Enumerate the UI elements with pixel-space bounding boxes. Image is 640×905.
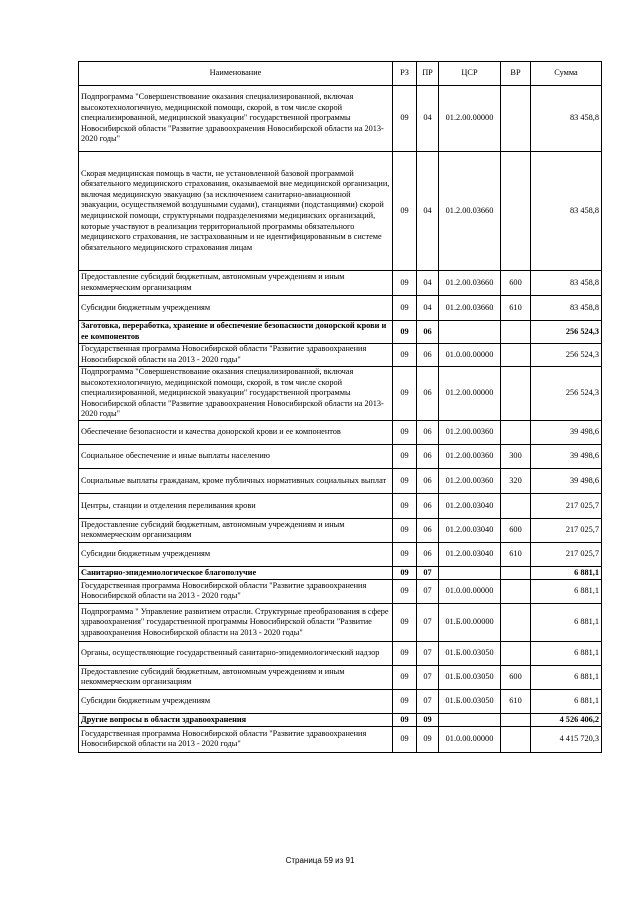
cell-name: Субсидии бюджетным учреждениям [79, 296, 393, 321]
page-number: Страница 59 из 91 [285, 856, 355, 865]
cell-vr: 610 [501, 296, 531, 321]
cell-pr: 07 [417, 579, 439, 603]
cell-csr: 01.2.00.00360 [439, 468, 501, 493]
cell-sum: 4 415 720,3 [531, 726, 602, 752]
cell-rz: 09 [393, 86, 417, 152]
cell-sum: 256 524,3 [531, 367, 602, 421]
cell-vr [501, 566, 531, 579]
cell-name: Органы, осуществляющие государственный санитарно-эпидемиологический надзор [79, 641, 393, 665]
cell-sum: 217 025,7 [531, 518, 602, 542]
cell-sum: 83 458,8 [531, 271, 602, 296]
cell-name: Центры, станции и отделения переливания крови [79, 493, 393, 518]
cell-rz: 09 [393, 321, 417, 344]
header-pr: ПР [417, 62, 439, 86]
cell-pr: 06 [417, 367, 439, 421]
cell-pr: 06 [417, 468, 439, 493]
cell-vr: 610 [501, 542, 531, 566]
cell-rz: 09 [393, 420, 417, 444]
table-row [79, 86, 602, 152]
cell-rz: 09 [393, 713, 417, 726]
cell-name: Государственная программа Новосибирской области "Развитие здравоохранения Новосибирской области на 2013 - 2020 годы" [79, 579, 393, 603]
cell-csr: 01.2.00.00000 [439, 367, 501, 421]
cell-csr: 01.0.00.00000 [439, 579, 501, 603]
table-row [79, 493, 602, 518]
cell-pr: 07 [417, 689, 439, 713]
cell-csr: 01.2.00.00360 [439, 420, 501, 444]
cell-rz: 09 [393, 152, 417, 271]
cell-sum: 6 881,1 [531, 579, 602, 603]
cell-pr: 04 [417, 271, 439, 296]
cell-name: Государственная программа Новосибирской области "Развитие здравоохранения Новосибирской области на 2013 - 2020 годы" [79, 344, 393, 367]
cell-vr: 600 [501, 271, 531, 296]
cell-csr: 01.0.00.00000 [439, 726, 501, 752]
cell-csr [439, 321, 501, 344]
table-row [79, 689, 602, 713]
cell-name: Социальное обеспечение и иные выплаты населению [79, 444, 393, 468]
cell-csr: 01.Б.00.03050 [439, 665, 501, 689]
cell-name: Другие вопросы в области здравоохранения [79, 713, 393, 726]
cell-name: Социальные выплаты гражданам, кроме публичных нормативных социальных выплат [79, 468, 393, 493]
cell-pr: 06 [417, 444, 439, 468]
cell-sum: 256 524,3 [531, 321, 602, 344]
cell-pr: 06 [417, 321, 439, 344]
cell-vr [501, 86, 531, 152]
cell-sum: 39 498,6 [531, 468, 602, 493]
cell-name: Скорая медицинская помощь в части, не установленной базовой программой обязательного медицинского страхования, оказываемой вне медицинской организации, включая медицинскую эвакуацию (за исключением санитарно-авиационной эвакуации, осуществляемой воздушными судами), станциями (подстанциями) скорой медицинской помощи, структурными подразделениями медицинских организаций, которые участвуют в реализации территориальной программы обязательного медицинского страхования, не застрахованным и не идентифицированным в системе обязательного медицинского страхования лицам [79, 152, 393, 271]
cell-vr [501, 344, 531, 367]
cell-csr: 01.2.00.03660 [439, 296, 501, 321]
table-row [79, 152, 602, 271]
table-row [79, 344, 602, 367]
table-row [79, 542, 602, 566]
cell-rz: 09 [393, 367, 417, 421]
cell-csr: 01.2.00.03660 [439, 152, 501, 271]
cell-sum: 6 881,1 [531, 689, 602, 713]
cell-name: Санитарно-эпидемиологическое благополучие [79, 566, 393, 579]
table-row [79, 726, 602, 752]
table-row [79, 367, 602, 421]
table-row [79, 641, 602, 665]
cell-vr [501, 493, 531, 518]
cell-pr: 06 [417, 420, 439, 444]
cell-vr [501, 420, 531, 444]
cell-vr [501, 367, 531, 421]
cell-rz: 09 [393, 444, 417, 468]
cell-pr: 06 [417, 344, 439, 367]
cell-sum: 256 524,3 [531, 344, 602, 367]
cell-rz: 09 [393, 271, 417, 296]
cell-name: Субсидии бюджетным учреждениям [79, 689, 393, 713]
cell-sum: 217 025,7 [531, 493, 602, 518]
cell-rz: 09 [393, 518, 417, 542]
cell-sum: 39 498,6 [531, 420, 602, 444]
cell-rz: 09 [393, 665, 417, 689]
table-row [79, 420, 602, 444]
header-name: Наименование [79, 62, 393, 86]
table-row [79, 296, 602, 321]
cell-csr: 01.2.00.00000 [439, 86, 501, 152]
cell-sum: 217 025,7 [531, 542, 602, 566]
cell-pr: 09 [417, 713, 439, 726]
section-row [79, 566, 602, 579]
cell-pr: 07 [417, 641, 439, 665]
cell-sum: 6 881,1 [531, 566, 602, 579]
table-row [79, 665, 602, 689]
cell-vr [501, 726, 531, 752]
cell-name: Предоставление субсидий бюджетным, автономным учреждениям и иным некоммерческим организациям [79, 518, 393, 542]
cell-vr: 300 [501, 444, 531, 468]
cell-name: Предоставление субсидий бюджетным, автономным учреждениям и иным некоммерческим организациям [79, 271, 393, 296]
cell-vr [501, 152, 531, 271]
cell-pr: 07 [417, 603, 439, 641]
cell-name: Подпрограмма " Управление развитием отрасли. Структурные преобразования в сфере здравоохранения" государственной программы Новосибирской области "Развитие здравоохранения Новосибирской области на 2013 - 2020 годы" [79, 603, 393, 641]
cell-csr: 01.Б.00.03050 [439, 641, 501, 665]
cell-vr [501, 579, 531, 603]
cell-csr [439, 713, 501, 726]
header-sum: Сумма [531, 62, 602, 86]
cell-sum: 39 498,6 [531, 444, 602, 468]
cell-pr: 07 [417, 665, 439, 689]
cell-rz: 09 [393, 641, 417, 665]
cell-vr [501, 713, 531, 726]
cell-rz: 09 [393, 726, 417, 752]
cell-sum: 6 881,1 [531, 641, 602, 665]
cell-csr [439, 566, 501, 579]
cell-vr [501, 641, 531, 665]
cell-pr: 09 [417, 726, 439, 752]
cell-csr: 01.2.00.03040 [439, 493, 501, 518]
cell-rz: 09 [393, 344, 417, 367]
cell-rz: 09 [393, 493, 417, 518]
header-rz: РЗ [393, 62, 417, 86]
table-row [79, 579, 602, 603]
cell-csr: 01.2.00.03660 [439, 271, 501, 296]
cell-sum: 83 458,8 [531, 86, 602, 152]
table-header-row [79, 62, 602, 86]
cell-pr: 04 [417, 296, 439, 321]
cell-name: Субсидии бюджетным учреждениям [79, 542, 393, 566]
cell-sum: 6 881,1 [531, 603, 602, 641]
cell-sum: 83 458,8 [531, 152, 602, 271]
cell-name: Предоставление субсидий бюджетным, автономным учреждениям и иным некоммерческим организациям [79, 665, 393, 689]
cell-sum: 6 881,1 [531, 665, 602, 689]
cell-rz: 09 [393, 296, 417, 321]
cell-vr: 600 [501, 665, 531, 689]
cell-name: Заготовка, переработка, хранение и обеспечение безопасности донорской крови и ее компонентов [79, 321, 393, 344]
cell-rz: 09 [393, 579, 417, 603]
cell-pr: 04 [417, 86, 439, 152]
cell-vr [501, 321, 531, 344]
cell-csr: 01.0.00.00000 [439, 344, 501, 367]
cell-name: Государственная программа Новосибирской области "Развитие здравоохранения Новосибирской области на 2013 - 2020 годы" [79, 726, 393, 752]
section-row [79, 321, 602, 344]
cell-vr [501, 603, 531, 641]
budget-table [78, 61, 602, 753]
table-body [79, 86, 602, 753]
table-row [79, 518, 602, 542]
table-row [79, 468, 602, 493]
cell-csr: 01.2.00.03040 [439, 542, 501, 566]
cell-csr: 01.Б.00.03050 [439, 689, 501, 713]
cell-rz: 09 [393, 566, 417, 579]
cell-vr: 610 [501, 689, 531, 713]
cell-pr: 07 [417, 566, 439, 579]
cell-name: Обеспечение безопасности и качества донорской крови и ее компонентов [79, 420, 393, 444]
table-row [79, 603, 602, 641]
cell-pr: 06 [417, 493, 439, 518]
table-row [79, 271, 602, 296]
cell-name: Подпрограмма "Совершенствование оказания специализированной, включая высокотехнологичную, медицинской помощи, скорой, в том числе скорой специализированной, медицинской эвакуации" государственной программы Новосибирской области "Развитие здравоохранения Новосибирской области на 2013-2020 годы" [79, 86, 393, 152]
cell-rz: 09 [393, 542, 417, 566]
cell-csr: 01.Б.00.00000 [439, 603, 501, 641]
cell-csr: 01.2.00.03040 [439, 518, 501, 542]
cell-rz: 09 [393, 468, 417, 493]
table-row [79, 444, 602, 468]
cell-vr: 320 [501, 468, 531, 493]
cell-pr: 06 [417, 542, 439, 566]
cell-rz: 09 [393, 603, 417, 641]
cell-name: Подпрограмма "Совершенствование оказания специализированной, включая высокотехнологичную, медицинской помощи, скорой, в том числе скорой специализированной, медицинской эвакуации" государственной программы Новосибирской области "Развитие здравоохранения Новосибирской области на 2013-2020 годы" [79, 367, 393, 421]
cell-vr: 600 [501, 518, 531, 542]
cell-pr: 06 [417, 518, 439, 542]
cell-pr: 04 [417, 152, 439, 271]
cell-csr: 01.2.00.00360 [439, 444, 501, 468]
cell-sum: 4 526 406,2 [531, 713, 602, 726]
header-csr: ЦСР [439, 62, 501, 86]
cell-rz: 09 [393, 689, 417, 713]
section-row [79, 713, 602, 726]
header-vr: ВР [501, 62, 531, 86]
cell-sum: 83 458,8 [531, 296, 602, 321]
